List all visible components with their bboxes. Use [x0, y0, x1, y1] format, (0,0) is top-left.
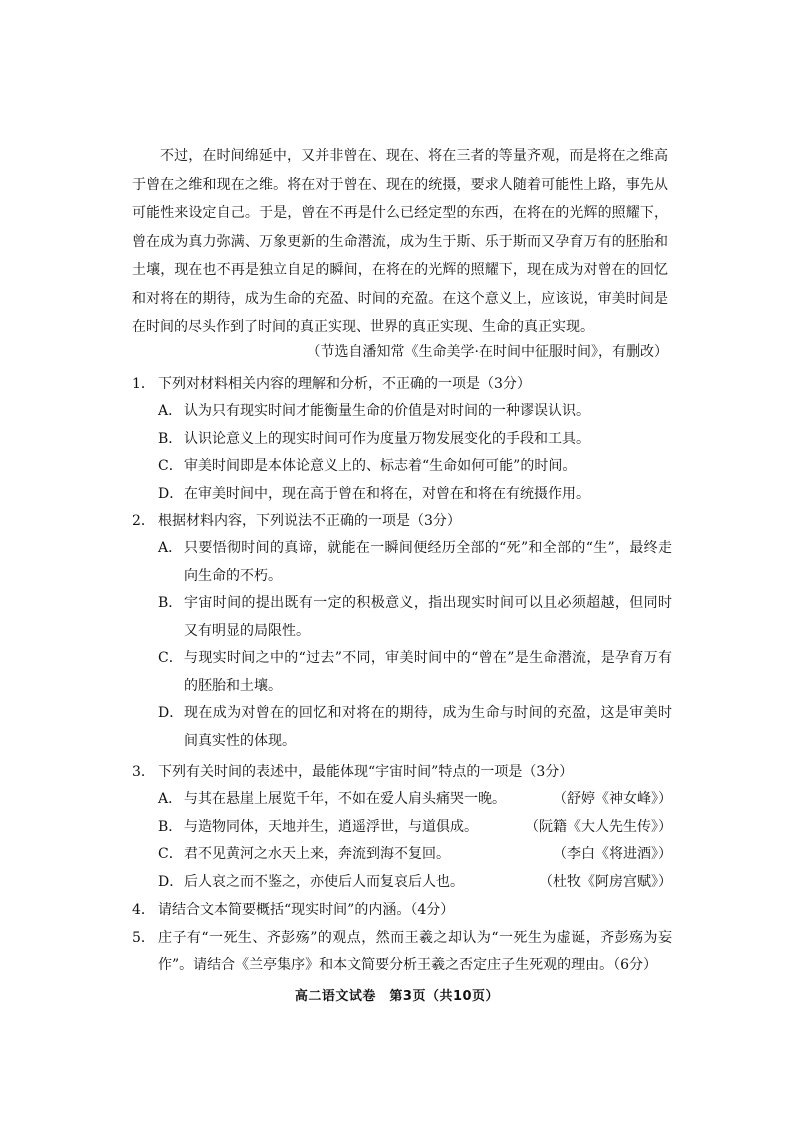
option-text: 宇宙时间的提出既有一定的积极意义，指出现实时间可以且必须超越，但同时又有明显的局限性。 — [184, 595, 672, 639]
option-letter: D． — [158, 873, 184, 890]
option-letter: B． — [158, 818, 183, 835]
question-stem — [132, 897, 672, 924]
option-letter: C． — [158, 650, 183, 666]
option-letter: B． — [158, 595, 183, 611]
question-stem — [132, 925, 672, 979]
question-number: 3． — [132, 764, 155, 780]
option-text: 与造物同体，天地并生，逍遥浮世，与道俱成。 — [184, 818, 478, 835]
option-text: 在审美时间中，现在高于曾在和将在，对曾在和将在有统摄作用。 — [184, 485, 590, 502]
question-number: 5． — [132, 930, 155, 946]
option-citation: （李白《将进酒》） — [553, 846, 672, 862]
option-a — [132, 786, 672, 814]
option-text: 与其在悬崖上展览千年，不如在爱人肩头痛哭一晚。 — [184, 791, 506, 807]
question-text: 根据材料内容，下列说法不正确的一项是（3分） — [158, 513, 461, 529]
question-3 — [132, 759, 672, 896]
option-citation: （舒婷《神女峰》） — [553, 791, 672, 807]
option-letter: D． — [158, 705, 184, 721]
question-text: 下列有关时间的表述中，最能体现“宇宙时间”特点的一项是（3分） — [158, 764, 574, 780]
question-number: 1． — [132, 376, 155, 392]
option-a — [132, 398, 672, 426]
option-c — [132, 453, 672, 481]
question-stem — [132, 508, 672, 535]
option-text: 认为只有现实时间才能衡量生命的价值是对时间的一种谬误认识。 — [184, 403, 590, 419]
option-text: 审美时间即是本体论意义上的、标志着“生命如何可能”的时间。 — [184, 458, 577, 474]
question-number: 4． — [132, 902, 155, 918]
question-5 — [132, 925, 672, 979]
option-b — [132, 814, 672, 842]
option-letter: C． — [158, 846, 183, 862]
question-number: 2． — [132, 513, 155, 529]
option-letter: B． — [158, 430, 183, 447]
option-text: 只要悟彻时间的真谛，就能在一瞬间便经历全部的“死”和全部的“生”，最终走向生命的不朽。 — [184, 540, 672, 584]
question-text: 请结合文本简要概括“现实时间”的内涵。（4分） — [158, 902, 455, 918]
question-text: 庄子有“一死生、齐彭殇”的观点，然而王羲之却认为“一死生为虚诞，齐彭殇为妄作”。请结合《兰亭集序》和本文简要分析王羲之否定庄子生死观的理由。（6分） — [158, 930, 672, 973]
question-stem — [132, 371, 672, 398]
question-4 — [132, 897, 672, 924]
option-c — [132, 645, 672, 700]
option-letter: A． — [158, 540, 183, 556]
passage-source: （节选自潘知常《生命美学·在时间中征服时间》，有删改） — [306, 344, 668, 360]
option-b — [132, 590, 672, 645]
option-citation: （杜牧《阿房宫赋》） — [539, 873, 672, 890]
page-footer: 高二语文试卷 第3页（共10页） — [294, 989, 500, 1004]
option-citation: （阮籍《大人先生传》） — [525, 818, 672, 835]
option-d — [132, 700, 672, 755]
option-text: 认识论意义上的现实时间可作为度量万物发展变化的手段和工具。 — [184, 430, 590, 447]
option-text: 与现实时间之中的“过去”不同，审美时间中的“曾在”是生命潜流，是孕育万有的胚胎和土壤。 — [184, 650, 672, 694]
option-letter: D． — [158, 485, 184, 502]
option-a — [132, 535, 672, 590]
question-1 — [132, 371, 672, 508]
option-letter: A． — [158, 403, 183, 419]
option-c — [132, 841, 672, 869]
option-b — [132, 426, 672, 454]
option-text: 君不见黄河之水天上来，奔流到海不复回。 — [184, 846, 450, 862]
option-text: 现在成为对曾在的回忆和对将在的期待，成为生命与时间的充盈，这是审美时间真实性的体现。 — [184, 705, 672, 749]
option-letter: A． — [158, 791, 183, 807]
option-d — [132, 869, 672, 897]
option-letter: C． — [158, 458, 183, 474]
passage-paragraph: 不过，在时间绵延中，又并非曾在、现在、将在三者的等量齐观，而是将在之维高于曾在之维和现在之维。将在对于曾在、现在的统摄，要求人随着可能性上路，事先从可能性来设定自己。于是，曾在不再是什么已经定型的东西，在将在的光辉的照耀下，曾在成为真力弥满、万象更新的生命潜流，成为生于斯、乐于斯而又孕育万有的胚胎和土壤，现在也不再是独立自足的瞬间，在将在的光辉的照耀下，现在成为对曾在的回忆和对将在的期待，成为生命的充盈、时间的充盈。在这个意义上，应该说，审美时间是在时间的尽头作到了时间的真正实现、世界的真正实现、生命的真正实现。 — [132, 148, 668, 335]
question-stem — [132, 759, 672, 786]
option-text: 后人哀之而不鉴之，亦使后人而复哀后人也。 — [184, 873, 464, 890]
question-text: 下列对材料相关内容的理解和分析，不正确的一项是（3分） — [158, 376, 531, 392]
option-d — [132, 481, 672, 509]
question-2 — [132, 508, 672, 755]
